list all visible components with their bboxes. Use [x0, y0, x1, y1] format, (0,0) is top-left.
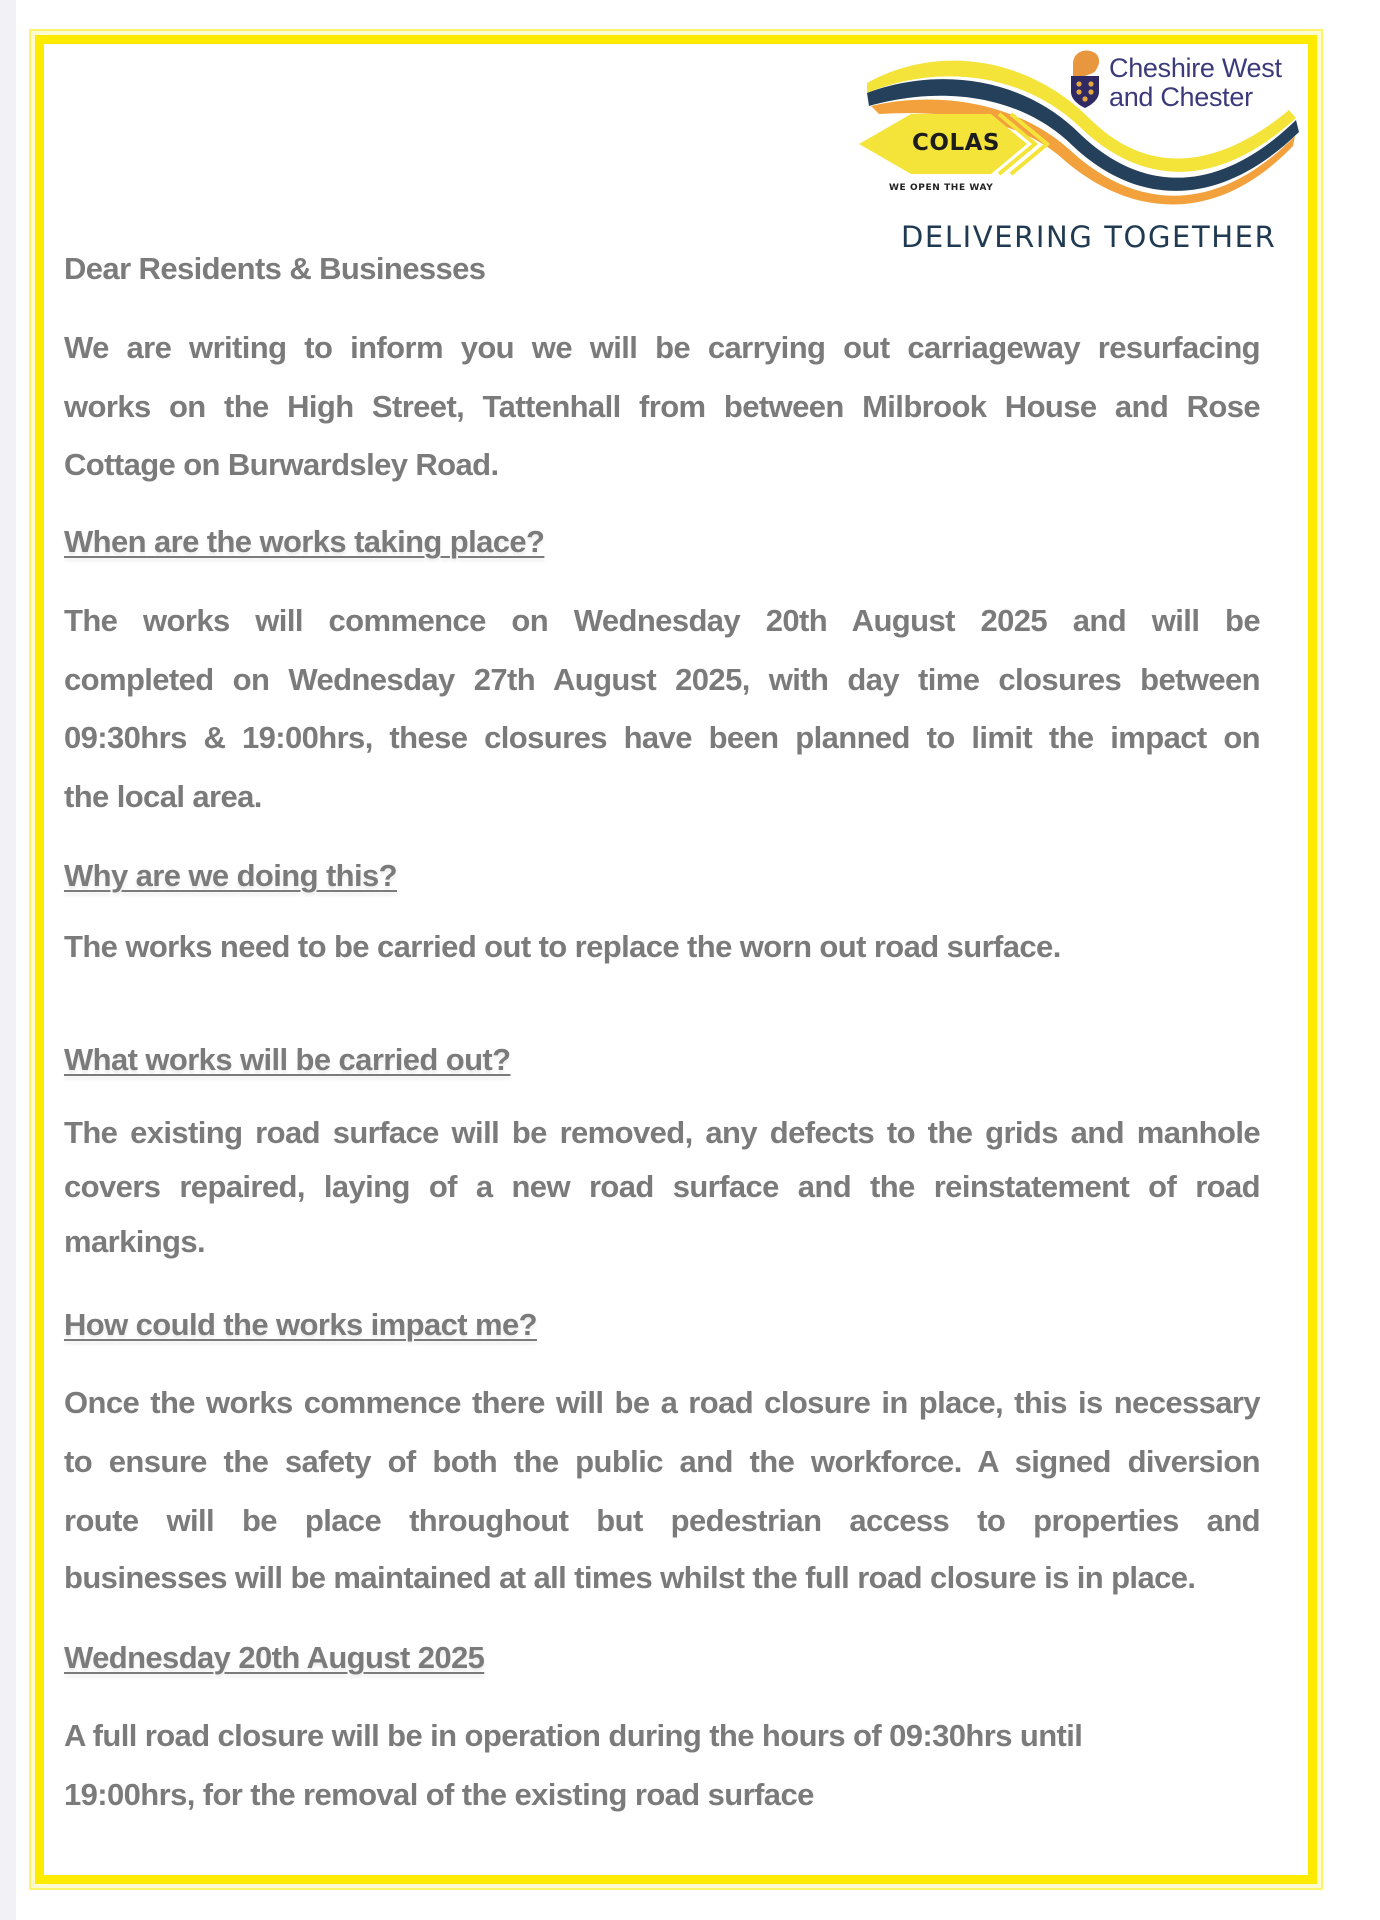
council-name-line2: and Chester	[1109, 82, 1253, 112]
viewer-side-strip	[0, 0, 16, 1920]
section-line: The works will commence on Wednesday 20th August 2025 and will be	[64, 603, 1260, 638]
section-line: businesses will be maintained at all times whilst the full road closure is in place.	[64, 1560, 1196, 1595]
council-name-line1: Cheshire West	[1109, 53, 1282, 83]
council-crest-icon	[1071, 51, 1099, 109]
colas-logo-text: COLAS	[912, 130, 1000, 156]
colas-tagline: WE OPEN THE WAY	[889, 183, 994, 193]
section-heading: When are the works taking place?	[64, 524, 545, 559]
section-heading: What works will be carried out?	[64, 1042, 511, 1077]
header-logo-block	[859, 48, 1299, 258]
greeting: Dear Residents & Businesses	[64, 251, 486, 286]
intro-line: works on the High Street, Tattenhall from between Milbrook House and Rose	[64, 389, 1260, 424]
section-line: 09:30hrs & 19:00hrs, these closures have been planned to limit the impact on	[64, 720, 1260, 755]
section-line: markings.	[64, 1224, 206, 1259]
section-line: the local area.	[64, 779, 262, 814]
section-heading: Why are we doing this?	[64, 858, 397, 893]
section-line: 19:00hrs, for the removal of the existing road surface	[64, 1777, 814, 1812]
council-name	[1109, 54, 1282, 112]
section-line: A full road closure will be in operation during the hours of 09:30hrs until	[64, 1718, 1083, 1753]
intro-line: Cottage on Burwardsley Road.	[64, 447, 499, 482]
section-heading: Wednesday 20th August 2025	[64, 1640, 485, 1675]
section-line: completed on Wednesday 27th August 2025, with day time closures between	[64, 662, 1260, 697]
section-heading: How could the works impact me?	[64, 1307, 537, 1342]
section-line: The existing road surface will be removed, any defects to the grids and manhole	[64, 1115, 1260, 1150]
section-line: route will be place throughout but pedestrian access to properties and	[64, 1503, 1260, 1538]
section-line: The works need to be carried out to replace the worn out road surface.	[64, 929, 1061, 964]
section-line: covers repaired, laying of a new road surface and the reinstatement of road	[64, 1169, 1260, 1204]
intro-line: We are writing to inform you we will be carrying out carriageway resurfacing	[64, 330, 1260, 365]
section-line: Once the works commence there will be a road closure in place, this is necessary	[64, 1385, 1260, 1420]
section-line: to ensure the safety of both the public and the workforce. A signed diversion	[64, 1444, 1260, 1479]
strapline: DELIVERING TOGETHER	[901, 220, 1277, 254]
